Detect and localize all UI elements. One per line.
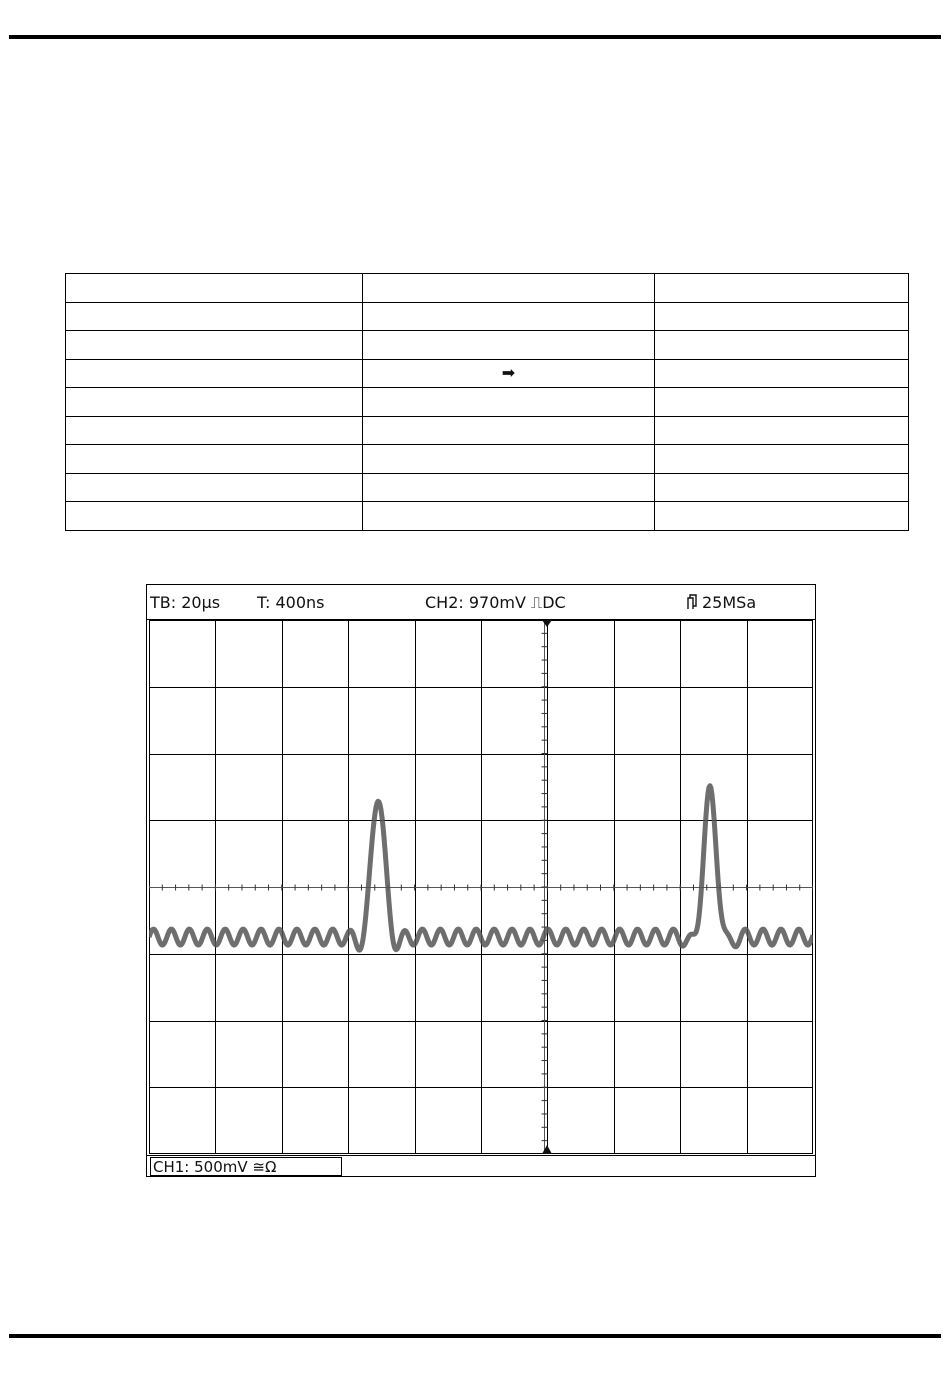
header-rule <box>9 35 941 39</box>
table-cell <box>655 416 909 445</box>
table-row <box>66 388 909 417</box>
table-cell <box>655 331 909 360</box>
table-cell <box>66 331 363 360</box>
table-cell <box>363 359 655 388</box>
table-cell <box>655 502 909 531</box>
table-row <box>66 274 909 303</box>
oscilloscope-screenshot <box>146 584 816 1177</box>
table-cell <box>655 359 909 388</box>
sample-rate-readout <box>685 593 756 612</box>
table-cell <box>66 473 363 502</box>
timebase-readout: TB: 20µs <box>150 593 221 612</box>
table-cell <box>66 388 363 417</box>
table-row <box>66 416 909 445</box>
trigger-time-readout: T: 400ns <box>257 593 325 612</box>
table-cell <box>66 274 363 303</box>
footer-rule <box>9 1334 941 1338</box>
acquisition-mode-icon <box>685 594 699 610</box>
table-cell <box>363 302 655 331</box>
trigger-level-marker <box>542 1145 552 1154</box>
table-cell <box>655 302 909 331</box>
table-cell <box>655 274 909 303</box>
table-cell <box>655 473 909 502</box>
table-cell <box>66 416 363 445</box>
table-row <box>66 473 909 502</box>
table-row <box>66 445 909 474</box>
table-row <box>66 359 909 388</box>
table-cell <box>66 502 363 531</box>
table-cell <box>363 416 655 445</box>
table-cell <box>363 388 655 417</box>
table-cell <box>363 473 655 502</box>
table-cell <box>655 445 909 474</box>
table-row <box>66 502 909 531</box>
trigger-position-marker <box>542 620 552 627</box>
table-cell <box>363 445 655 474</box>
table-cell <box>66 359 363 388</box>
ch2-readout: CH2: 970mV ⎍DC <box>425 593 566 612</box>
table-row <box>66 302 909 331</box>
table-cell <box>363 331 655 360</box>
table-cell <box>655 388 909 417</box>
scope-footer-bar <box>147 1155 815 1178</box>
right-arrow-icon: ➡ <box>501 364 516 382</box>
scope-status-bar <box>147 585 815 620</box>
settings-table <box>65 273 909 531</box>
ch1-readout: CH1: 500mV ≅Ω <box>150 1157 342 1176</box>
table-cell <box>363 274 655 303</box>
table-cell <box>363 502 655 531</box>
sample-rate-label: 25MSa <box>702 593 757 612</box>
table-row <box>66 331 909 360</box>
table-cell <box>66 445 363 474</box>
table-cell <box>66 302 363 331</box>
scope-graticule <box>149 620 813 1154</box>
